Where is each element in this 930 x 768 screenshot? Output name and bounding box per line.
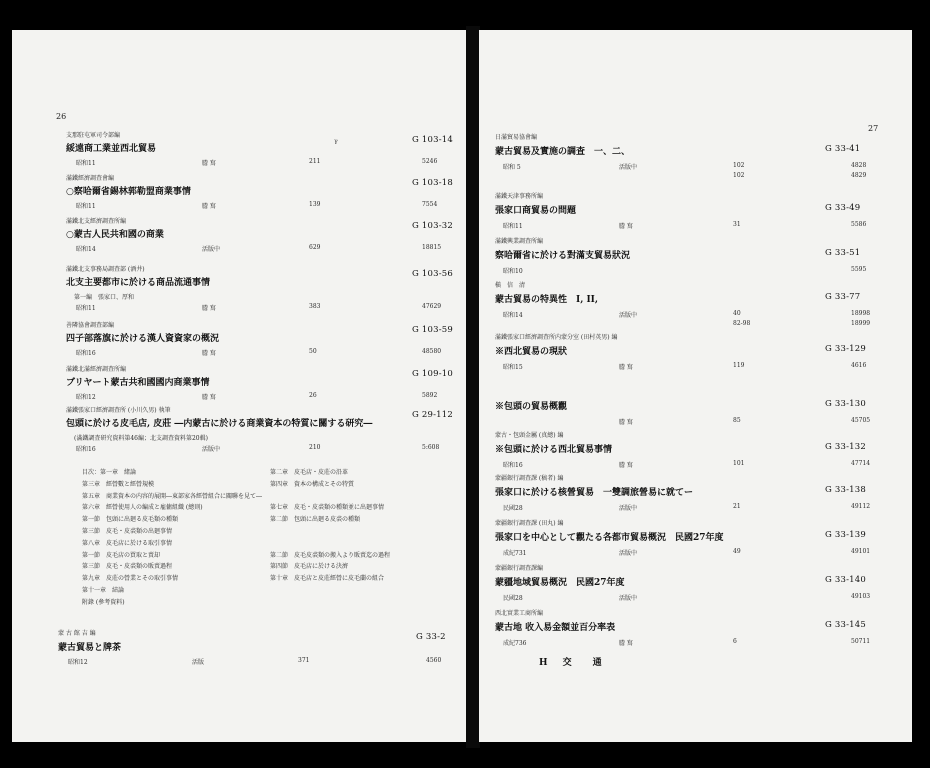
entry-accession-number: 5892 <box>422 392 438 399</box>
entry-organization: 日滿貿易協會編 <box>495 134 538 141</box>
entry-subtitle: (滿鐵調査研究資料第46編；北支調査資料第20輯) <box>74 435 208 442</box>
entry-organization: 滿鐵張家口經濟調査所 (小川久男) 執筆 <box>66 407 171 414</box>
entry-accession-number: 4616 <box>851 362 867 369</box>
entry-call-number: G 29-112 <box>412 410 454 420</box>
entry-accession-number: 5586 <box>851 221 867 228</box>
entry-date: 成紀736 <box>503 640 527 647</box>
book-gutter <box>466 26 480 748</box>
toc-line: 第七章 皮毛・皮裘類の種類並に出廻事情 <box>270 504 385 512</box>
entry-accession-number: 4828 <box>851 162 867 169</box>
entry-date: 成紀731 <box>503 550 527 557</box>
entry-accession-number: 47714 <box>851 460 871 467</box>
entry-title: 蒙古貿易の特異性 I, II, <box>495 295 599 305</box>
entry-date: 昭和14 <box>76 246 96 253</box>
entry-page-count: 139 <box>309 201 321 208</box>
entry-format: 謄 寫 <box>619 419 633 426</box>
toc-line: 第五章 商業資本の内容的展開―東部家各經營組合に關聯を見て― <box>82 492 263 500</box>
left-page <box>12 30 468 742</box>
entry-date: 昭和12 <box>76 394 96 401</box>
entry-format: 活版中 <box>202 246 221 253</box>
entry-accession-number: 48580 <box>422 348 442 355</box>
entry-call-number: G 33-145 <box>825 620 867 630</box>
entry-call-number: G 33-77 <box>825 292 861 302</box>
entry-page-count: 50 <box>309 348 317 355</box>
toc-line: 第九章 皮莊の營業とその取引事情 <box>82 575 179 583</box>
entry-accession-number: 47629 <box>422 303 442 310</box>
entry-title: 蒙古地 收入易金額並百分率表 <box>495 623 616 633</box>
pencil-checkmark-icon: ᵞ <box>334 138 338 149</box>
entry-date: 昭和10 <box>503 268 523 275</box>
entry-title: 張家口商貿易の問題 <box>495 206 577 216</box>
entry-page-count: 85 <box>733 417 741 424</box>
entry-organization: 滿鐵北滿經濟調査所編 <box>66 366 127 373</box>
entry-format: 活版中 <box>619 595 638 602</box>
entry-format: 活版中 <box>619 505 638 512</box>
entry-date: 昭和16 <box>503 462 523 469</box>
entry-page-count: 119 <box>733 362 745 369</box>
entry-accession-number: 49101 <box>851 548 871 555</box>
entry-call-number: G 33-132 <box>825 442 867 452</box>
entry-page-count: 6 <box>733 638 737 645</box>
entry-title: 察哈爾省に於ける對滿支貿易狀況 <box>495 251 631 261</box>
entry-page-count: 21 <box>733 503 741 510</box>
entry-call-number: G 33-2 <box>416 632 446 642</box>
entry-page-count: 102 <box>733 172 745 179</box>
entry-format: 謄 寫 <box>202 160 216 167</box>
toc-line: 第一節 皮毛店の買取と賣却 <box>82 551 161 559</box>
toc-line: 第十一章 結論 <box>82 587 125 594</box>
entry-accession-number: 50711 <box>851 638 871 645</box>
entry-date: 民國28 <box>503 595 523 602</box>
entry-page-count: 101 <box>733 460 745 467</box>
entry-accession-number: 5:608 <box>422 444 440 451</box>
entry-call-number: G 33-49 <box>825 203 861 213</box>
entry-accession-number: 4560 <box>426 657 442 664</box>
entry-date: 昭和 5 <box>503 164 521 171</box>
entry-page-count: 629 <box>309 244 321 251</box>
entry-title: 四子部落旗に於ける漢人資資家の概況 <box>66 334 220 344</box>
entry-page-count: 31 <box>733 221 741 228</box>
entry-page-count: 49 <box>733 548 741 555</box>
entry-organization: 滿鐵興業調査所編 <box>495 238 544 245</box>
toc-line: 第四章 資本の構成とその特質 <box>270 480 355 488</box>
toc-line: 第八章 皮毛店に於ける取引事情 <box>82 539 173 547</box>
entry-accession-number: 49103 <box>851 593 871 600</box>
entry-format: 謄 寫 <box>619 640 633 647</box>
entry-call-number: G 109-10 <box>412 369 454 379</box>
entry-format: 活版中 <box>619 550 638 557</box>
entry-page-count: 26 <box>309 392 317 399</box>
entry-organization: 蒙疆銀行調査課編 <box>495 565 544 572</box>
entry-organization: 善隣協會調査部編 <box>66 322 115 329</box>
entry-call-number: G 103-59 <box>412 325 454 335</box>
entry-date: 昭和11 <box>503 223 523 230</box>
page-number: 26 <box>56 112 67 121</box>
entry-format: 謄 寫 <box>619 364 633 371</box>
entry-format: 謄 寫 <box>202 305 216 312</box>
entry-accession-number: 18999 <box>851 320 871 327</box>
entry-title: 張家口を中心として觀たる各都市貿易概況 民國27年度 <box>495 533 724 543</box>
entry-page-count: 82-98 <box>733 320 751 327</box>
entry-date: 昭和11 <box>76 203 96 210</box>
entry-format: 謄 寫 <box>202 394 216 401</box>
entry-page-count: 211 <box>309 158 321 165</box>
entry-date: 昭和11 <box>76 305 96 312</box>
entry-call-number: G 33-51 <box>825 248 861 258</box>
entry-call-number: G 33-139 <box>825 530 867 540</box>
entry-organization: 蒙疆銀行調査課 (稿者) 編 <box>495 475 564 482</box>
entry-call-number: G 33-140 <box>825 575 867 585</box>
entry-accession-number: 18815 <box>422 244 442 251</box>
entry-organization: 滿鐵經濟調査會編 <box>66 175 115 182</box>
entry-format: 活版中 <box>619 164 638 171</box>
entry-call-number: G 33-129 <box>825 344 867 354</box>
entry-organization: 西北實業工商所編 <box>495 610 544 617</box>
entry-organization: 蒙 古 館 吉 編 <box>58 630 96 637</box>
entry-organization: 滿鐵張家口經濟調査所内蒙分室 (田村英男) 編 <box>495 334 618 341</box>
entry-title: ※包頭の貿易概觀 <box>495 402 568 412</box>
entry-title: 北支主要都市に於ける商品流通事情 <box>66 278 211 288</box>
entry-title: ※西北貿易の現狀 <box>495 347 568 357</box>
entry-organization: 滿鐵北支經濟調査所編 <box>66 218 127 225</box>
toc-line: 第二節 皮毛皮裘類の搬入より販賣迄の過程 <box>270 551 391 559</box>
entry-title: 蒙古貿易と牌茶 <box>58 643 122 653</box>
toc-line: 第六章 經營使用人の編成と雇傭組織 (總則) <box>82 504 203 512</box>
toc-line: 第一節 包頭に出廻る皮毛類の種類 <box>82 516 179 524</box>
entry-call-number: G 103-32 <box>412 221 454 231</box>
entry-call-number: G 33-138 <box>825 485 867 495</box>
toc-line: 第二節 包頭に出廻る皮裘の種類 <box>270 516 361 524</box>
page-number: 27 <box>868 124 879 133</box>
entry-page-count: 102 <box>733 162 745 169</box>
entry-accession-number: 45705 <box>851 417 871 424</box>
entry-format: 活版 <box>192 659 205 666</box>
entry-page-count: 371 <box>298 657 310 664</box>
entry-date: 昭和16 <box>76 350 96 357</box>
entry-format: 活版中 <box>619 312 638 319</box>
entry-page-count: 40 <box>733 310 741 317</box>
entry-accession-number: 5246 <box>422 158 438 165</box>
entry-title: 蒙疆地域貿易概況 民國27年度 <box>495 578 625 588</box>
entry-organization: 支那駐屯軍司令部編 <box>66 132 121 139</box>
entry-title: 綏遠商工業並西北貿易 <box>66 144 157 154</box>
toc-line: 第三節 皮毛・皮裘類の販賣過程 <box>82 563 173 571</box>
section-heading: H 交 通 <box>539 658 608 668</box>
entry-title: 蒙古貿易及實施の調査 一、二、 <box>495 147 631 157</box>
entry-call-number: G 103-18 <box>412 178 454 188</box>
entry-date: 昭和11 <box>76 160 96 167</box>
entry-title: 包頭に於ける皮毛店, 皮莊 ―内蒙古に於ける商業資本の特質に關する研究― <box>66 419 373 429</box>
toc-line: 第三章 經營數と經營規模 <box>82 480 155 488</box>
entry-accession-number: 18998 <box>851 310 871 317</box>
entry-format: 活版中 <box>202 446 221 453</box>
entry-accession-number: 5595 <box>851 266 867 273</box>
entry-format: 謄 寫 <box>619 462 633 469</box>
toc-line: 第十章 皮毛店と皮莊經營に皮毛蘭の組合 <box>270 575 385 583</box>
entry-subtitle: 第一編 張家口、厚和 <box>74 294 135 301</box>
entry-accession-number: 7554 <box>422 201 438 208</box>
entry-title: 張家口に於ける核營貿易 一雙調旅營易に就てー <box>495 488 694 498</box>
entry-call-number: G 33-41 <box>825 144 861 154</box>
entry-date: 昭和15 <box>503 364 523 371</box>
entry-organization: 蒙疆銀行調査課 (田丸) 編 <box>495 520 564 527</box>
entry-call-number: G 103-14 <box>412 135 454 145</box>
entry-organization: 槇 信 清 <box>495 282 526 289</box>
entry-title: ○察哈爾省錫林郭勒盟商業事情 <box>66 187 191 197</box>
entry-title: ○蒙古人民共和國の商業 <box>66 230 164 240</box>
entry-organization: 滿鐵天津事務所編 <box>495 193 544 200</box>
entry-format: 謄 寫 <box>619 223 633 230</box>
entry-date: 昭和12 <box>68 659 88 666</box>
toc-line: 第三節 皮毛・皮裘類の出廻事情 <box>82 528 173 535</box>
toc-line: 目次：第一章 緒論 <box>82 469 137 476</box>
entry-accession-number: 49112 <box>851 503 871 510</box>
entry-page-count: 210 <box>309 444 321 451</box>
entry-format: 謄 寫 <box>202 203 216 210</box>
entry-format: 謄 寫 <box>202 350 216 357</box>
entry-page-count: 383 <box>309 303 321 310</box>
toc-line: 第四節 皮毛店に於ける決濟 <box>270 563 349 571</box>
right-page <box>479 30 912 742</box>
entry-date: 昭和14 <box>503 312 523 319</box>
entry-call-number: G 33-130 <box>825 399 867 409</box>
entry-date: 民國28 <box>503 505 523 512</box>
entry-title: ブリヤート蒙古共和國國内商業事情 <box>66 378 210 388</box>
toc-line: 第二章 皮毛店・皮莊の沿革 <box>270 469 349 476</box>
entry-organization: 蒙古・包頭金屬 (真總) 編 <box>495 432 564 439</box>
entry-organization: 滿鐵北支事務局調査部 (酒井) <box>66 266 145 273</box>
entry-date: 昭和16 <box>76 446 96 453</box>
entry-accession-number: 4829 <box>851 172 867 179</box>
toc-line: 附錄 (參考資料) <box>82 598 125 606</box>
entry-call-number: G 103-56 <box>412 269 454 279</box>
entry-title: ※包頭に於ける西北貿易事情 <box>495 445 613 455</box>
